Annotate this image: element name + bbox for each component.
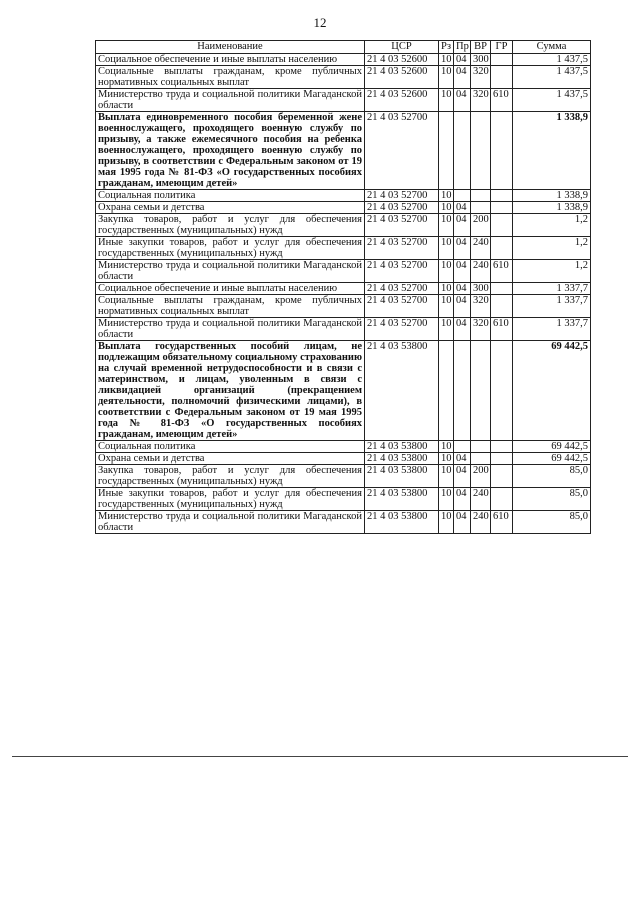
cell-csr: 21 4 03 52600 (365, 54, 439, 66)
cell-vr: 320 (471, 295, 491, 318)
cell-vr: 320 (471, 89, 491, 112)
cell-vr: 320 (471, 318, 491, 341)
table-row (96, 465, 591, 488)
cell-sum: 1 337,7 (513, 295, 591, 318)
cell-sum: 1 437,5 (513, 89, 591, 112)
cell-vr: 240 (471, 511, 491, 534)
cell-csr: 21 4 03 52700 (365, 214, 439, 237)
cell-rz: 10 (439, 260, 454, 283)
cell-rz: 10 (439, 465, 454, 488)
table-row (96, 66, 591, 89)
table-row (96, 283, 591, 295)
header-csr: ЦСР (365, 41, 439, 54)
cell-vr: 240 (471, 260, 491, 283)
cell-vr (471, 112, 491, 190)
cell-csr: 21 4 03 53800 (365, 511, 439, 534)
table-row (96, 488, 591, 511)
cell-sum: 1 437,5 (513, 54, 591, 66)
cell-name: Социальные выплаты гражданам, кроме публичных нормативных социальных выплат (96, 66, 365, 89)
cell-name: Иные закупки товаров, работ и услуг для обеспечения государственных (муниципальных) нужд (96, 488, 365, 511)
cell-csr: 21 4 03 52700 (365, 283, 439, 295)
cell-pr: 04 (454, 89, 471, 112)
cell-sum: 85,0 (513, 511, 591, 534)
cell-name: Иные закупки товаров, работ и услуг для обеспечения государственных (муниципальных) нужд (96, 237, 365, 260)
header-pr: Пр (454, 41, 471, 54)
table-row (96, 190, 591, 202)
cell-sum: 1,2 (513, 214, 591, 237)
cell-csr: 21 4 03 52700 (365, 237, 439, 260)
table-row (96, 214, 591, 237)
cell-sum: 1 437,5 (513, 66, 591, 89)
page-number: 12 (313, 15, 327, 30)
cell-gr (491, 202, 513, 214)
table-row (96, 318, 591, 341)
cell-rz: 10 (439, 202, 454, 214)
cell-name: Социальное обеспечение и иные выплаты населению (96, 54, 365, 66)
cell-vr: 320 (471, 66, 491, 89)
table-row (96, 295, 591, 318)
cell-name: Министерство труда и социальной политики Магаданской области (96, 511, 365, 534)
cell-csr: 21 4 03 52700 (365, 318, 439, 341)
cell-pr: 04 (454, 511, 471, 534)
cell-gr (491, 488, 513, 511)
cell-pr: 04 (454, 66, 471, 89)
cell-name: Выплата единовременного пособия беременной жене военнослужащего, проходящего военную службу по призыву, а также ежемесячного пособия на ребенка военнослужащего, проходящего военную службу по призыву, в соответствии с Федеральным законом от 19 мая 1995 года № 81-ФЗ «О государственных пособиях гражданам, имеющим детей» (96, 112, 365, 190)
cell-name: Охрана семьи и детства (96, 453, 365, 465)
cell-gr: 610 (491, 260, 513, 283)
budget-table (95, 40, 591, 534)
table-row (96, 453, 591, 465)
cell-name: Закупка товаров, работ и услуг для обеспечения государственных (муниципальных) нужд (96, 214, 365, 237)
cell-rz: 10 (439, 89, 454, 112)
cell-gr (491, 283, 513, 295)
table-row (96, 202, 591, 214)
cell-name: Закупка товаров, работ и услуг для обеспечения государственных (муниципальных) нужд (96, 465, 365, 488)
cell-csr: 21 4 03 52700 (365, 295, 439, 318)
table-row (96, 54, 591, 66)
cell-vr: 300 (471, 54, 491, 66)
cell-rz: 10 (439, 511, 454, 534)
header-name: Наименование (96, 41, 365, 54)
footer-rule (12, 756, 628, 757)
cell-vr (471, 341, 491, 441)
cell-gr: 610 (491, 511, 513, 534)
cell-gr (491, 112, 513, 190)
cell-vr: 300 (471, 283, 491, 295)
cell-name: Социальное обеспечение и иные выплаты населению (96, 283, 365, 295)
cell-sum: 1 338,9 (513, 190, 591, 202)
cell-rz: 10 (439, 318, 454, 341)
table-row (96, 112, 591, 190)
cell-sum: 1,2 (513, 260, 591, 283)
cell-pr: 04 (454, 202, 471, 214)
cell-gr (491, 66, 513, 89)
cell-pr: 04 (454, 488, 471, 511)
cell-rz (439, 112, 454, 190)
cell-sum: 1 337,7 (513, 283, 591, 295)
cell-sum: 69 442,5 (513, 453, 591, 465)
cell-rz: 10 (439, 66, 454, 89)
cell-pr: 04 (454, 465, 471, 488)
cell-vr: 200 (471, 465, 491, 488)
cell-gr (491, 237, 513, 260)
cell-sum: 1 338,9 (513, 202, 591, 214)
cell-pr: 04 (454, 283, 471, 295)
cell-name: Социальная политика (96, 441, 365, 453)
cell-csr: 21 4 03 53800 (365, 465, 439, 488)
cell-vr (471, 441, 491, 453)
cell-gr (491, 214, 513, 237)
cell-vr: 240 (471, 488, 491, 511)
cell-vr: 240 (471, 237, 491, 260)
table-row (96, 260, 591, 283)
cell-rz: 10 (439, 54, 454, 66)
cell-vr (471, 453, 491, 465)
cell-csr: 21 4 03 52700 (365, 190, 439, 202)
cell-vr (471, 190, 491, 202)
cell-name: Выплата государственных пособий лицам, не подлежащим обязательному социальному страхованию на случай временной нетрудоспособности и в связи с материнством, и лицам, уволенным в связи с ликвидацией организаций (прекращением деятельности, полномочий физическими лицами), в соответствии с Федеральным законом от 19 мая 1995 года № 81-ФЗ «О государственных пособиях гражданам, имеющим детей» (96, 341, 365, 441)
cell-gr (491, 295, 513, 318)
cell-rz: 10 (439, 190, 454, 202)
cell-csr: 21 4 03 53800 (365, 441, 439, 453)
cell-pr: 04 (454, 318, 471, 341)
table-row (96, 511, 591, 534)
table-row (96, 89, 591, 112)
cell-gr: 610 (491, 89, 513, 112)
cell-sum: 69 442,5 (513, 341, 591, 441)
cell-gr (491, 465, 513, 488)
cell-csr: 21 4 03 52700 (365, 260, 439, 283)
table-row (96, 341, 591, 441)
cell-csr: 21 4 03 53800 (365, 488, 439, 511)
cell-name: Охрана семьи и детства (96, 202, 365, 214)
cell-sum: 85,0 (513, 488, 591, 511)
cell-gr: 610 (491, 318, 513, 341)
cell-rz: 10 (439, 441, 454, 453)
header-gr: ГР (491, 41, 513, 54)
cell-sum: 1 337,7 (513, 318, 591, 341)
cell-sum: 1,2 (513, 237, 591, 260)
cell-pr (454, 441, 471, 453)
cell-pr: 04 (454, 453, 471, 465)
cell-pr (454, 341, 471, 441)
cell-name: Министерство труда и социальной политики Магаданской области (96, 318, 365, 341)
cell-pr: 04 (454, 295, 471, 318)
cell-vr: 200 (471, 214, 491, 237)
cell-rz: 10 (439, 453, 454, 465)
cell-gr (491, 341, 513, 441)
cell-pr: 04 (454, 260, 471, 283)
cell-csr: 21 4 03 52700 (365, 112, 439, 190)
cell-csr: 21 4 03 52600 (365, 89, 439, 112)
cell-gr (491, 54, 513, 66)
header-sum: Сумма (513, 41, 591, 54)
cell-vr (471, 202, 491, 214)
cell-rz (439, 341, 454, 441)
cell-name: Социальные выплаты гражданам, кроме публичных нормативных социальных выплат (96, 295, 365, 318)
cell-csr: 21 4 03 52700 (365, 202, 439, 214)
cell-pr (454, 190, 471, 202)
cell-rz: 10 (439, 283, 454, 295)
cell-name: Министерство труда и социальной политики Магаданской области (96, 260, 365, 283)
table-header-row (96, 41, 591, 54)
header-rz: Рз (439, 41, 454, 54)
cell-rz: 10 (439, 295, 454, 318)
cell-name: Министерство труда и социальной политики Магаданской области (96, 89, 365, 112)
cell-rz: 10 (439, 488, 454, 511)
cell-gr (491, 441, 513, 453)
cell-gr (491, 190, 513, 202)
table-row (96, 237, 591, 260)
cell-csr: 21 4 03 53800 (365, 453, 439, 465)
cell-name: Социальная политика (96, 190, 365, 202)
cell-rz: 10 (439, 237, 454, 260)
cell-gr (491, 453, 513, 465)
table-row (96, 441, 591, 453)
header-vr: ВР (471, 41, 491, 54)
cell-pr: 04 (454, 54, 471, 66)
cell-csr: 21 4 03 52600 (365, 66, 439, 89)
cell-pr: 04 (454, 237, 471, 260)
cell-sum: 1 338,9 (513, 112, 591, 190)
cell-sum: 85,0 (513, 465, 591, 488)
cell-pr (454, 112, 471, 190)
cell-rz: 10 (439, 214, 454, 237)
cell-csr: 21 4 03 53800 (365, 341, 439, 441)
cell-pr: 04 (454, 214, 471, 237)
cell-sum: 69 442,5 (513, 441, 591, 453)
